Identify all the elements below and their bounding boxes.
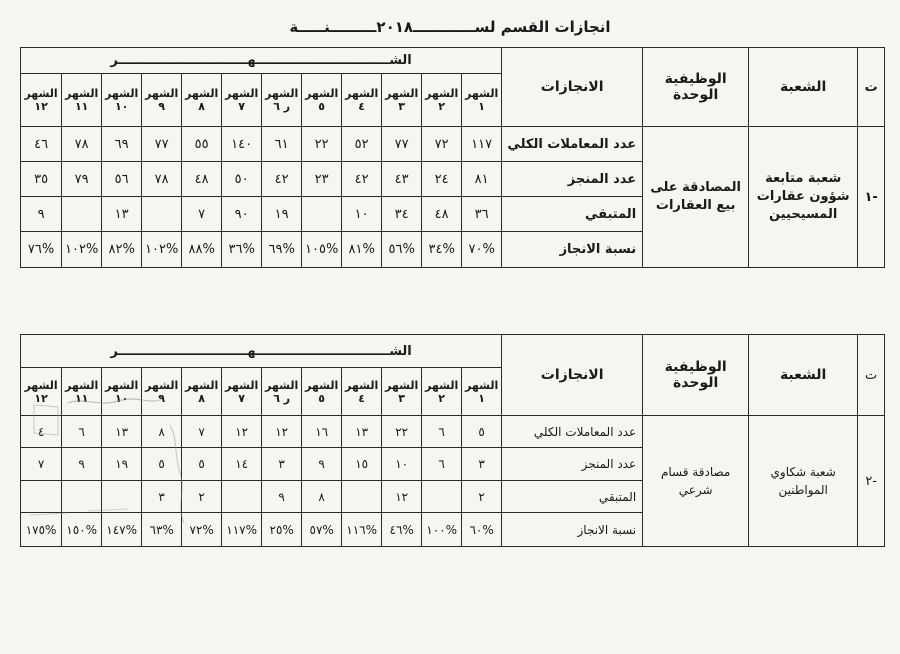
value-cell: ٥٢ xyxy=(342,127,382,162)
value-cell: %٢٥ xyxy=(262,513,302,547)
value-cell: ٢٤ xyxy=(422,162,462,197)
value-cell: ٦١ xyxy=(262,127,302,162)
month-header: الشهر ٣ xyxy=(382,368,422,416)
month-header: الشهر ٥ xyxy=(302,368,342,416)
achievement-label: نسبة الانجاز xyxy=(502,513,643,547)
month-header: الشهر ٨ xyxy=(182,368,222,416)
month-header: الشهر ٤ xyxy=(342,74,382,127)
value-cell: %٧٠ xyxy=(462,232,502,268)
value-cell: ٣٦ xyxy=(462,197,502,232)
value-cell: ٦ xyxy=(62,416,102,448)
month-header: الشهر ١١ xyxy=(62,74,102,127)
month-header: الشهر ٩ xyxy=(142,368,182,416)
value-cell: %٥٧ xyxy=(302,513,342,547)
value-cell: ١٣ xyxy=(102,416,142,448)
value-cell: %١٠٠ xyxy=(422,513,462,547)
value-cell: ٩ xyxy=(21,197,62,232)
value-cell: ١٦ xyxy=(302,416,342,448)
month-header: الشهر ١٠ xyxy=(102,74,142,127)
value-cell: ١٠ xyxy=(342,197,382,232)
month-header: الشهر ٧ xyxy=(222,74,262,127)
value-cell: ١٢ xyxy=(262,416,302,448)
achievement-label: المتبقي xyxy=(502,197,643,232)
value-cell: ٢ xyxy=(462,481,502,513)
value-cell: %١٤٧ xyxy=(102,513,142,547)
value-cell: ١٢ xyxy=(382,481,422,513)
value-cell: %١٠٢ xyxy=(62,232,102,268)
value-cell: ٧٨ xyxy=(62,127,102,162)
unit-header: الوظيفية الوحدة xyxy=(643,335,749,416)
value-cell: ٨ xyxy=(302,481,342,513)
value-cell: ٤ xyxy=(21,416,62,448)
month-header: الشهر ٤ xyxy=(342,368,382,416)
value-cell: ٨ xyxy=(142,416,182,448)
month-header: الشهر ١٢ xyxy=(21,74,62,127)
value-cell: %٧٢ xyxy=(182,513,222,547)
unit-cell: مصادقة قسام شرعي xyxy=(643,416,749,547)
value-cell: ٧٢ xyxy=(422,127,462,162)
value-cell: ٩ xyxy=(262,481,302,513)
value-cell: ٦٩ xyxy=(102,127,142,162)
value-cell: %٧٦ xyxy=(21,232,62,268)
value-cell: ٥ xyxy=(462,416,502,448)
month-header: الشهر ٧ xyxy=(222,368,262,416)
month-span-header: الشــــــــــــــــــــــــــــــهـــــــــــــــــــــــــــــر xyxy=(21,335,502,368)
value-cell: %١١٧ xyxy=(222,513,262,547)
value-cell: ٥ xyxy=(182,448,222,481)
value-cell xyxy=(21,481,62,513)
month-header: الشهر ١ xyxy=(462,368,502,416)
achievement-label: عدد المعاملات الكلي xyxy=(502,416,643,448)
achievement-label: المتبقي xyxy=(502,481,643,513)
achievement-label: نسبة الانجاز xyxy=(502,232,643,268)
achievements-header: الانجازات xyxy=(502,48,643,127)
value-cell xyxy=(102,481,142,513)
value-cell: %٣٦ xyxy=(222,232,262,268)
value-cell: ٦ xyxy=(422,448,462,481)
value-cell xyxy=(62,197,102,232)
value-cell: ١١٧ xyxy=(462,127,502,162)
value-cell: ٣ xyxy=(262,448,302,481)
achievements-table-2 xyxy=(20,334,885,547)
value-cell: ٢ xyxy=(182,481,222,513)
value-cell: ١٢ xyxy=(222,416,262,448)
value-cell: ٤٢ xyxy=(342,162,382,197)
value-cell: ٤٦ xyxy=(21,127,62,162)
value-cell: ١٤٠ xyxy=(222,127,262,162)
month-header: الشهر ٢ xyxy=(422,368,462,416)
value-cell: ٧ xyxy=(182,197,222,232)
value-cell: %٨١ xyxy=(342,232,382,268)
month-header: الشهر ٥ xyxy=(302,74,342,127)
value-cell: %٥٦ xyxy=(382,232,422,268)
value-cell: ١٤ xyxy=(222,448,262,481)
value-cell: ٢٢ xyxy=(302,127,342,162)
value-cell: ٢٢ xyxy=(382,416,422,448)
value-cell: %٨٨ xyxy=(182,232,222,268)
value-cell: ٧ xyxy=(21,448,62,481)
unit-cell: المصادقة على بيع العقارات xyxy=(643,127,749,268)
value-cell: ٣ xyxy=(142,481,182,513)
value-cell: ٤٨ xyxy=(422,197,462,232)
value-cell: ١٥ xyxy=(342,448,382,481)
seq-cell: -٢ xyxy=(858,416,885,547)
branch-cell: شعبة متابعة شؤون عقارات المسيحيين xyxy=(749,127,858,268)
value-cell: %١٠٥ xyxy=(302,232,342,268)
value-cell: ٧٨ xyxy=(142,162,182,197)
value-cell xyxy=(142,197,182,232)
value-cell xyxy=(302,197,342,232)
value-cell: ٤٣ xyxy=(382,162,422,197)
page-title: انجازات القسم لســــــــــــ٢٠١٨ـــــــــنـــــة xyxy=(289,18,611,36)
value-cell: ٧٧ xyxy=(382,127,422,162)
month-header: الشهر ٩ xyxy=(142,74,182,127)
seq-header: ت xyxy=(858,335,885,416)
month-header: الشهر ر ٦ xyxy=(262,74,302,127)
value-cell: ٦ xyxy=(422,416,462,448)
achievement-label: عدد المعاملات الكلي xyxy=(502,127,643,162)
branch-header: الشعبة xyxy=(749,335,858,416)
value-cell: %١٧٥ xyxy=(21,513,62,547)
value-cell: %١٠٢ xyxy=(142,232,182,268)
achievement-label: عدد المنجز xyxy=(502,448,643,481)
value-cell: ٣٤ xyxy=(382,197,422,232)
value-cell: %٦٠ xyxy=(462,513,502,547)
month-header: الشهر ٨ xyxy=(182,74,222,127)
achievement-label: عدد المنجز xyxy=(502,162,643,197)
value-cell: ١٣ xyxy=(342,416,382,448)
value-cell: ٥٦ xyxy=(102,162,142,197)
value-cell: ١٩ xyxy=(102,448,142,481)
value-cell: %٦٩ xyxy=(262,232,302,268)
value-cell: ٩ xyxy=(302,448,342,481)
value-cell: ١٠ xyxy=(382,448,422,481)
month-header: الشهر ٣ xyxy=(382,74,422,127)
value-cell: ٧ xyxy=(182,416,222,448)
seq-header: ت xyxy=(858,48,885,127)
value-cell: ٩ xyxy=(62,448,102,481)
value-cell: %١١٦ xyxy=(342,513,382,547)
month-header: الشهر ١١ xyxy=(62,368,102,416)
value-cell: ٩٠ xyxy=(222,197,262,232)
value-cell: ١٣ xyxy=(102,197,142,232)
value-cell: ٤٢ xyxy=(262,162,302,197)
achievements-table-1 xyxy=(20,47,885,268)
value-cell: ٧٩ xyxy=(62,162,102,197)
branch-header: الشعبة xyxy=(749,48,858,127)
value-cell: ٥٥ xyxy=(182,127,222,162)
value-cell xyxy=(62,481,102,513)
value-cell: ٧٧ xyxy=(142,127,182,162)
value-cell: ٤٨ xyxy=(182,162,222,197)
value-cell: ٥ xyxy=(142,448,182,481)
month-span-header: الشــــــــــــــــــــــــــــــهـــــــــــــــــــــــــــــر xyxy=(21,48,502,74)
month-header: الشهر ١٠ xyxy=(102,368,142,416)
value-cell: ٣٥ xyxy=(21,162,62,197)
month-header: الشهر ٢ xyxy=(422,74,462,127)
value-cell: %٨٢ xyxy=(102,232,142,268)
value-cell: %٤٦ xyxy=(382,513,422,547)
value-cell: %٣٤ xyxy=(422,232,462,268)
achievements-header: الانجازات xyxy=(502,335,643,416)
value-cell xyxy=(342,481,382,513)
value-cell: %٦٣ xyxy=(142,513,182,547)
unit-header: الوظيفية الوحدة xyxy=(643,48,749,127)
month-header: الشهر ر ٦ xyxy=(262,368,302,416)
value-cell: ١٩ xyxy=(262,197,302,232)
seq-cell: -١ xyxy=(858,127,885,268)
value-cell: ٨١ xyxy=(462,162,502,197)
value-cell: %١٥٠ xyxy=(62,513,102,547)
value-cell: ٥٠ xyxy=(222,162,262,197)
value-cell xyxy=(422,481,462,513)
value-cell: ٣ xyxy=(462,448,502,481)
value-cell: ٢٣ xyxy=(302,162,342,197)
value-cell xyxy=(222,481,262,513)
month-header: الشهر ١٢ xyxy=(21,368,62,416)
month-header: الشهر ١ xyxy=(462,74,502,127)
branch-cell: شعبة شكاوي المواطنين xyxy=(749,416,858,547)
